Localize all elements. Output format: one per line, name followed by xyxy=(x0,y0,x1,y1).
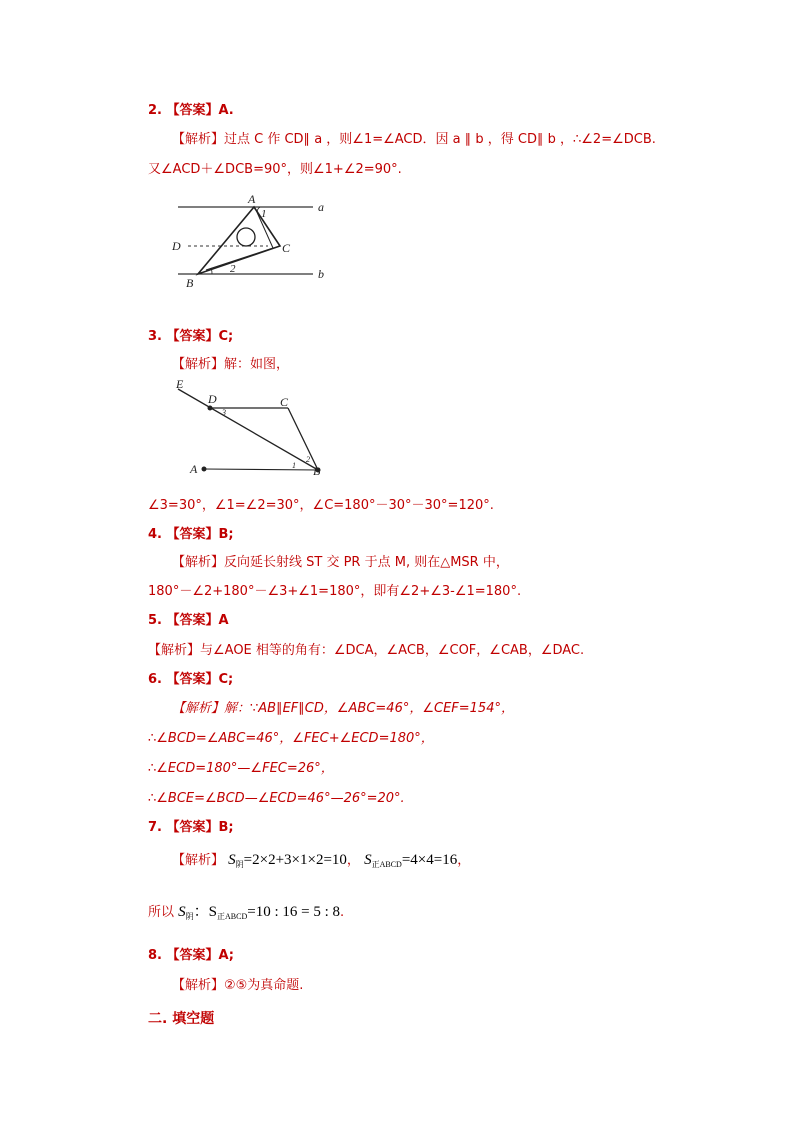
q7-comma1: ， xyxy=(346,853,360,868)
q3-analysis-line1: 【解析】解：如图， xyxy=(172,357,290,372)
q7-ratio-s1-sub: 阴 xyxy=(185,912,194,921)
q7-s-square: S xyxy=(364,852,372,868)
q2-analysis-line2: 又∠ACD＋∠DCB=90°，则∠1+∠2=90°. xyxy=(148,162,402,177)
q3-label-a: A xyxy=(190,462,198,476)
q7-ratio-s1: S xyxy=(178,904,186,920)
q8-answer: 8. 【答案】A; xyxy=(148,948,235,963)
q7-ratio-end: . xyxy=(340,905,345,920)
q6-answer: 6. 【答案】C; xyxy=(148,672,234,687)
q2-analysis-line1: 【解析】过点 C 作 CD∥ a ，则∠1=∠ACD．因 a ∥ b ，得 CD∥ b ，∴∠2=∠DCB. xyxy=(172,132,656,147)
q3-result: ∠3=30°，∠1=∠2=30°，∠C=180°－30°－30°=120°. xyxy=(148,498,494,513)
q3-label-3: 3 xyxy=(222,408,226,417)
q4-answer: 4. 【答案】B; xyxy=(148,527,234,542)
q7-formula2: =4×4=16 xyxy=(401,852,458,868)
q3-label-e: E xyxy=(176,378,184,391)
q8-analysis-line1: 【解析】②⑤为真命题. xyxy=(172,978,304,993)
q3-label-b: B xyxy=(313,464,321,478)
q7-analysis-prefix: 【解析】 xyxy=(172,853,225,868)
section2-title: 二. 填空题 xyxy=(148,1011,215,1027)
q6-analysis-line1: 【解析】解：∵AB∥EF∥CD，∠ABC=46°，∠CEF=154°， xyxy=(172,701,514,716)
q6-analysis-line3: ∴∠ECD=180°—∠FEC=26°， xyxy=(148,761,334,776)
q7-ratio-s2-sub: 正ABCD xyxy=(217,912,248,921)
q3-label-c: C xyxy=(280,395,289,409)
q7-s-square-sub: 正ABCD xyxy=(371,860,402,869)
q7-ratio-s2: S xyxy=(208,904,218,920)
q3-answer: 3. 【答案】C; xyxy=(148,329,234,344)
q2-answer: 2. 【答案】A. xyxy=(148,103,234,118)
q3-figure xyxy=(170,378,340,478)
q2-label-d: D xyxy=(172,239,181,253)
q2-label-a: A xyxy=(248,192,256,206)
q2-label-2: 2 xyxy=(230,263,236,275)
q7-s-shadow: S xyxy=(228,852,236,868)
q7-ratio-colon: ： xyxy=(193,904,209,920)
q2-label-1: 1 xyxy=(261,208,267,220)
q7-ratio-line xyxy=(148,903,344,926)
q4-analysis-line1: 【解析】反向延长射线 ST 交 PR 于点 M, 则在△MSR 中， xyxy=(172,555,509,570)
q7-formula-line xyxy=(172,851,470,874)
q5-answer: 5. 【答案】A xyxy=(148,613,229,628)
q3-label-1: 1 xyxy=(292,461,296,470)
q2-label-line-b: b xyxy=(318,267,324,281)
q4-analysis-line2: 180°－∠2+180°－∠3+∠1=180°，即有∠2+∠3-∠1=180°. xyxy=(148,584,522,599)
q2-figure xyxy=(168,190,338,290)
q6-analysis-line4: ∴∠BCE=∠BCD—∠ECD=46°—26°=20°. xyxy=(148,791,405,806)
q5-analysis-line1: 【解析】与∠AOE 相等的角有：∠DCA，∠ACB，∠COF，∠CAB，∠DAC. xyxy=(148,643,585,658)
q7-comma2: ， xyxy=(457,853,471,868)
q2-label-b: B xyxy=(186,276,194,290)
q7-so-prefix: 所以 xyxy=(148,905,175,920)
q2-label-line-a: a xyxy=(318,200,324,214)
q7-answer: 7. 【答案】B; xyxy=(148,820,234,835)
q3-label-2: 2 xyxy=(306,455,310,464)
q7-formula1: =2×2+3×1×2=10 xyxy=(243,852,347,868)
q2-label-c: C xyxy=(282,241,291,255)
q7-s-shadow-sub: 阴 xyxy=(235,860,244,869)
q7-ratio-value: =10 : 16 = 5 : 8 xyxy=(247,904,341,920)
q3-label-d: D xyxy=(208,392,217,406)
q6-analysis-line2: ∴∠BCD=∠ABC=46°，∠FEC+∠ECD=180°， xyxy=(148,731,434,746)
